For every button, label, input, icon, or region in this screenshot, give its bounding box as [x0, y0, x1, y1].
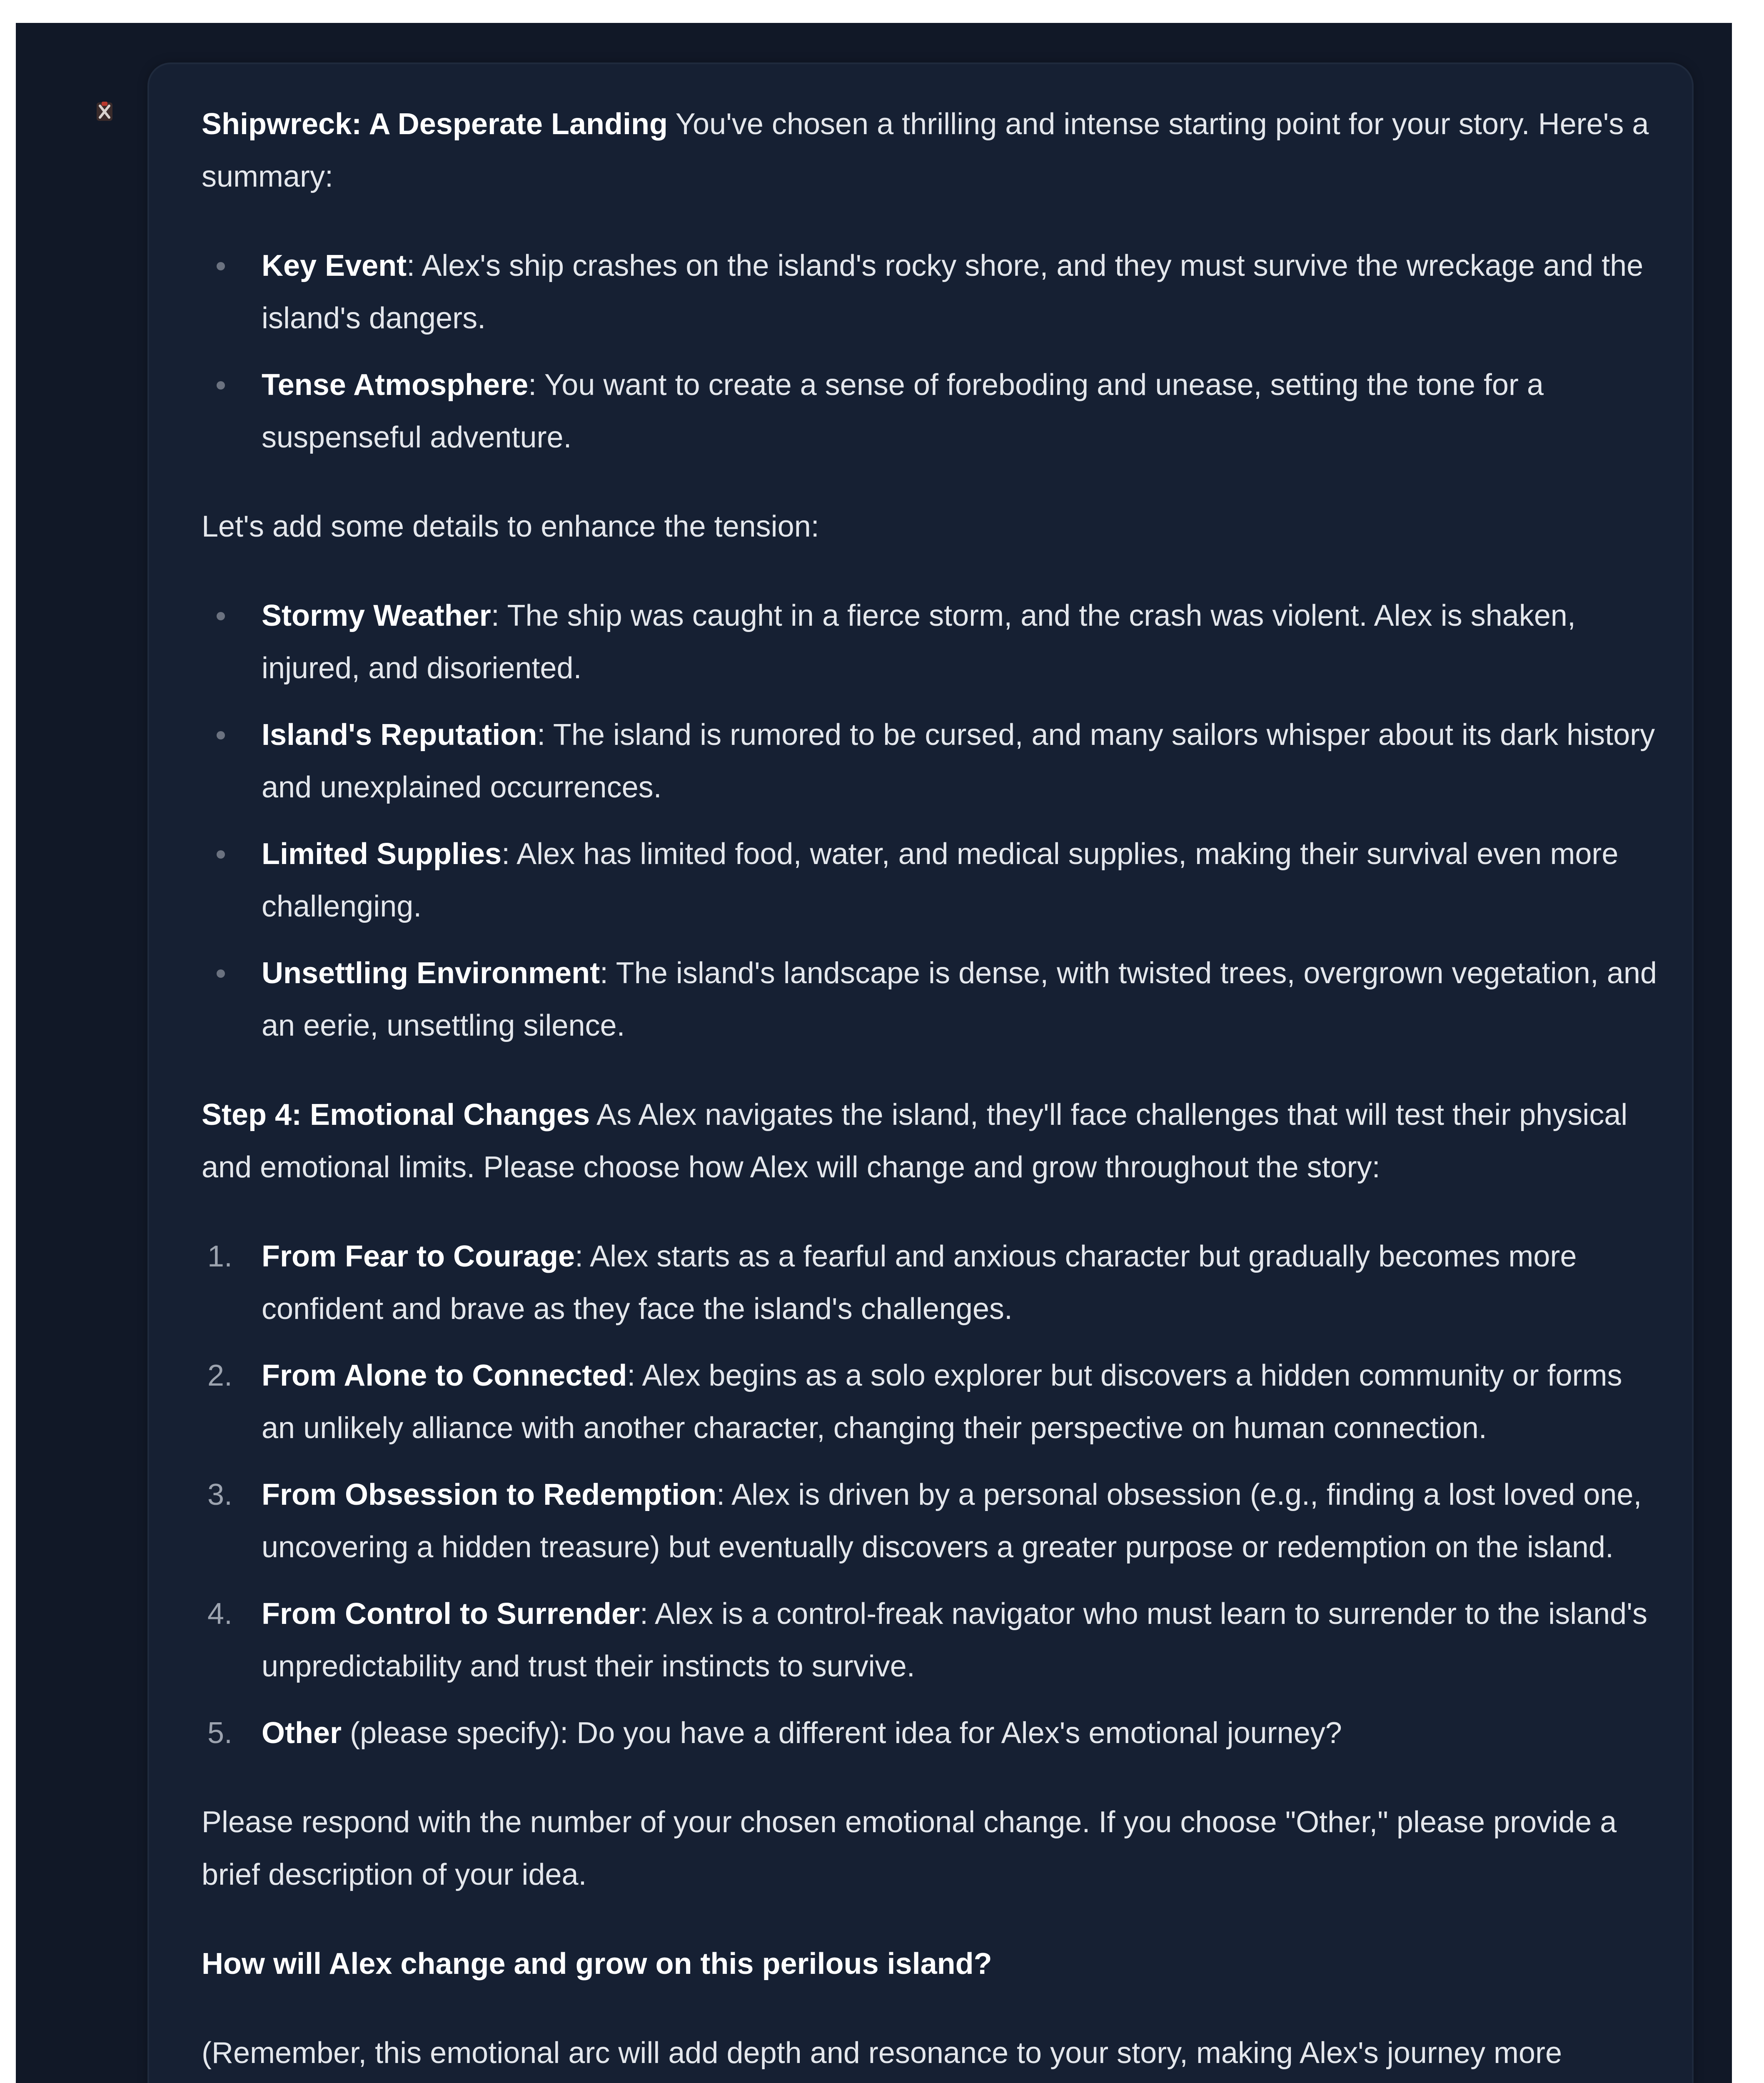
- list-item: [202, 828, 1664, 933]
- option-text: : Alex is driven by a personal obsession (e.g., finding a lost loved one, uncovering a hidden treasure) but eventually discovers a greater purpose or redemption on the island.: [262, 1478, 1642, 1564]
- option-item: [202, 1230, 1664, 1335]
- reminder-paragraph: (Remember, this emotional arc will add depth and resonance to your story, making Alex's journey more: [202, 2036, 1562, 2070]
- option-text: : Alex begins as a solo explorer but discovers a hidden community or forms an unlikely alliance with another character, changing their perspective on human connection.: [262, 1359, 1622, 1445]
- option-item: [202, 1469, 1664, 1573]
- option-item: [202, 1707, 1664, 1759]
- item-text: : You want to create a sense of foreboding and unease, setting the tone for a suspenseful adventure.: [262, 368, 1544, 454]
- respond-paragraph: Please respond with the number of your chosen emotional change. If you choose "Other," please provide a brief description of your idea.: [202, 1806, 1617, 1891]
- option-label: From Fear to Courage: [262, 1240, 575, 1273]
- chat-window: [16, 23, 1732, 2083]
- option-item: [202, 1349, 1664, 1454]
- option-label: From Control to Surrender: [262, 1597, 640, 1631]
- item-text: : The ship was caught in a fierce storm, and the crash was violent. Alex is shaken, injured, and disoriented.: [262, 599, 1576, 685]
- list-item: [202, 589, 1664, 694]
- option-number: 1.: [207, 1240, 233, 1273]
- item-text: : The island is rumored to be cursed, and many sailors whisper about its dark history and unexplained occurrences.: [262, 718, 1655, 804]
- item-text: : The island's landscape is dense, with twisted trees, overgrown vegetation, and an eerie, unsettling silence.: [262, 957, 1657, 1042]
- item-label: Tense Atmosphere: [262, 368, 529, 402]
- item-label: Stormy Weather: [262, 599, 491, 632]
- step-text: As Alex navigates the island, they'll face challenges that will test their physical and emotional limits. Please choose how Alex will change and grow throughout the story:: [202, 1098, 1628, 1184]
- list-item: [202, 709, 1664, 814]
- option-number: 2.: [207, 1359, 233, 1392]
- option-label: From Alone to Connected: [262, 1359, 627, 1392]
- item-text: : Alex has limited food, water, and medical supplies, making their survival even more challenging.: [262, 837, 1619, 923]
- assistant-message-content: [202, 98, 1664, 2083]
- list-item: [202, 947, 1664, 1052]
- option-label: Other: [262, 1716, 342, 1750]
- bullet-icon: [217, 262, 225, 270]
- details-intro: Let's add some details to enhance the tension:: [202, 510, 819, 543]
- bullet-icon: [217, 381, 225, 390]
- list-item: [202, 240, 1664, 345]
- intro-title: Shipwreck: A Desperate Landing: [202, 107, 668, 141]
- list-item: [202, 359, 1664, 464]
- bullet-icon: [217, 731, 225, 739]
- option-label: From Obsession to Redemption: [262, 1478, 717, 1511]
- bullet-icon: [217, 969, 225, 978]
- step-paragraph: [202, 1089, 1664, 1194]
- option-text: (please specify): Do you have a different idea for Alex's emotional journey?: [342, 1716, 1342, 1750]
- option-number: 5.: [207, 1716, 233, 1750]
- assistant-avatar: [94, 100, 115, 123]
- item-text: : Alex's ship crashes on the island's rocky shore, and they must survive the wreckage and the island's dangers.: [262, 249, 1644, 335]
- option-item: [202, 1588, 1664, 1693]
- step-title: Step 4: Emotional Changes: [202, 1098, 590, 1131]
- item-label: Unsettling Environment: [262, 957, 600, 990]
- item-label: Key Event: [262, 249, 407, 282]
- option-text: : Alex starts as a fearful and anxious character but gradually becomes more confident and brave as they face the island's challenges.: [262, 1240, 1577, 1326]
- details-list: [202, 589, 1664, 1052]
- intro-paragraph: [202, 98, 1664, 203]
- bullet-icon: [217, 850, 225, 859]
- option-number: 3.: [207, 1478, 233, 1511]
- question-text: How will Alex change and grow on this perilous island?: [202, 1947, 992, 1981]
- option-number: 4.: [207, 1597, 233, 1631]
- item-label: Island's Reputation: [262, 718, 537, 752]
- item-label: Limited Supplies: [262, 837, 502, 871]
- options-list: [202, 1230, 1664, 1759]
- question-paragraph: [202, 1938, 1664, 1990]
- option-text: : Alex is a control-freak navigator who must learn to surrender to the island's unpredictability and trust their instincts to survive.: [262, 1597, 1647, 1683]
- intro-text: You've chosen a thrilling and intense starting point for your story. Here's a summary:: [202, 107, 1649, 193]
- summary-list: [202, 240, 1664, 464]
- bullet-icon: [217, 612, 225, 620]
